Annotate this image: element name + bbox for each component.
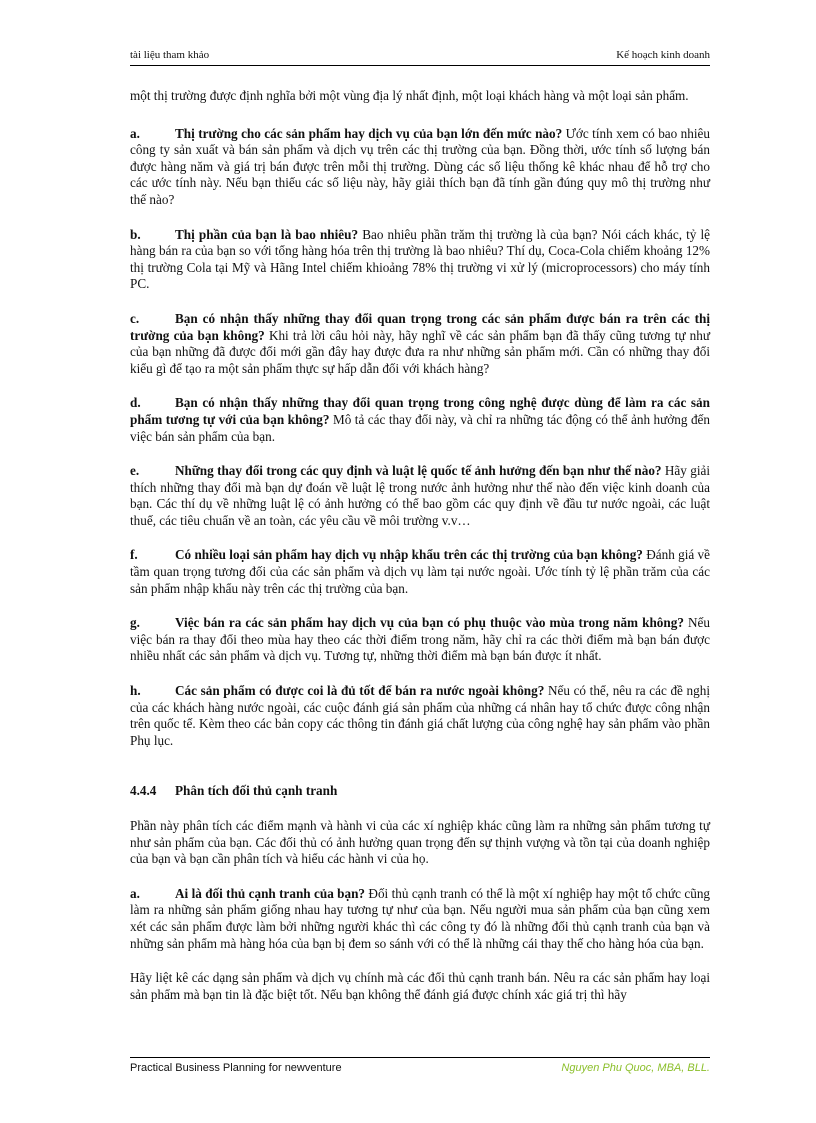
page-footer [130,1057,710,1076]
header-left-text: tài liệu tham khảo [130,49,210,61]
item-text: Nếu có thể, nêu ra các đề nghị của các khách hàng nước ngoài, các cuộc đánh giá sản phẩm của những cá nhân hay tổ chức được công nhận trên quốc tế. Kèm theo các bản copy các thông tin đánh giá chất lượng của công nghệ hay sản phẩm vào phần Phụ lục. [130,683,710,748]
item-question: Bạn có nhận thấy những thay đổi quan trọng trong công nghệ được dùng để làm ra các sản phẩm tương tự với của bạn không? [130,395,710,427]
item-letter: c. [130,310,140,326]
footer-left-text: Practical Business Planning for newventure [130,1062,342,1074]
item-question: Các sản phẩm có được coi là đủ tốt để bán ra nước ngoài không? [175,683,545,699]
item-text: Hãy giải thích những thay đổi mà bạn dự đoán về luật lệ trong nước ảnh hưởng như thế nào đến việc kinh doanh của bạn. Các thí dụ về những luật lệ có ảnh hưởng có thể bao gồm các quy định về đầu tư nước ngoài, các luật thuế, các tiêu chuẩn về an toàn, các yêu cầu về môi trường v.v… [130,463,711,528]
section-number: 4.4.4 [130,783,157,799]
item-question: Bạn có nhận thấy những thay đổi quan trọng trong các sản phẩm được bán ra trên các thị trường của bạn không? [130,310,710,343]
item-question: Thị phần của bạn là bao nhiêu? [175,226,359,242]
intro-paragraph: một thị trường được định nghĩa bởi một vùng địa lý nhất định, một loại khách hàng và một loại sản phẩm. [130,88,689,103]
page-header [130,49,710,66]
item-text: Khi trả lời câu hỏi này, hãy nghĩ về các sản phẩm bạn đã thấy cũng tương tự như của bạn những đã được đổi mới gần đây hay được đưa ra như những sản phẩm mới. Cần có những thay đổi kiểu gì để tạo ra một sản phẩm thực sự hấp dẫn đối với khách hàng? [130,327,711,376]
item-letter: b. [130,226,141,242]
item-letter: a. [130,885,140,901]
item-text: Mô tả các thay đổi này, và chỉ ra những tác động có thể ảnh hưởng đến việc bán sản phẩm của bạn. [130,411,710,444]
list-item [130,463,710,529]
section-heading [130,783,710,800]
closing-paragraph: Hãy liệt kê các dạng sản phẩm và dịch vụ chính mà các đối thủ cạnh tranh bán. Nêu ra các sản phẩm hay loại sản phẩm mà bạn tin là đặc biệt tốt. Nếu bạn không thể đánh giá được chính xác giá trị thì hãy [130,970,710,1002]
list-item [130,126,710,209]
list-item [130,886,710,952]
list-item [130,615,710,665]
item-question: Có nhiều loại sản phẩm hay dịch vụ nhập khẩu trên các thị trường của bạn không? [175,547,643,563]
item-text: Đánh giá về tầm quan trọng tương đối của các sản phẩm và dịch vụ làm tại nước ngoài. Ước tính tỷ lệ phần trăm của các sản phẩm nhập khẩu này trên các thị trường của bạn. [130,547,710,596]
section-title: Phân tích đối thủ cạnh tranh [175,783,338,799]
list-item [130,395,710,445]
item-text: Ước tính xem có bao nhiêu công ty sản xuất và bán sản phẩm và dịch vụ trên các thị trường của bạn. Đồng thời, ước tính số lượng bán được hàng năm và giá trị bán được trên mỗi thị trường. Dùng các số liệu thống kê khác nhau để hỗ trợ cho các ước tính này. Nếu bạn thiếu các số liệu này, hãy giải thích bạn đã tính gần đúng quy mô thị trường như thế nào? [130,125,710,207]
item-text: Nếu việc bán ra thay đổi theo mùa hay theo các thời điểm trong năm, hãy chỉ ra các thời điểm mà bạn bán được nhiều nhất các sản phẩm và dịch vụ. Tương tự, những thời điểm mà bạn bán được ít nhất. [130,615,710,664]
list-item [130,683,710,749]
item-question: Thị trường cho các sản phẩm hay dịch vụ của bạn lớn đến mức nào? [175,125,563,141]
item-letter: h. [130,683,141,699]
list-item [130,311,710,377]
document-body [130,88,710,1021]
list-item [130,547,710,597]
header-right-text: Kế hoạch kinh doanh [616,49,710,61]
item-letter: d. [130,395,141,411]
item-letter: a. [130,125,140,141]
item-letter: e. [130,463,140,479]
item-text: Bao nhiêu phần trăm thị trường là của bạn? Nói cách khác, tỷ lệ hàng bán ra của bạn so với tổng hàng hóa trên thị trường là bao nhiêu? Thí dụ, Coca-Cola chiếm khoảng 12% thị trường Cola tại Mỹ và Hãng Intel chiếm khioảng 78% thị trường vi xử lý (microprocessors) cho máy tính PC. [130,226,711,292]
item-question: Những thay đổi trong các quy định và luật lệ quốc tế ảnh hưởng đến bạn như thế nào? [175,463,662,479]
section-intro-paragraph: Phần này phân tích các điểm mạnh và hành vi của các xí nghiệp khác cũng làm ra những sản phẩm tương tự như sản phẩm của bạn. Các đối thủ có ảnh hưởng quan trọng đến sự thịnh vượng và tồn tại của doanh nghiệp của bạn và bạn cần phân tích và hiểu các hành vi của họ. [130,818,710,867]
item-text: Đối thủ cạnh tranh có thể là một xí nghiệp hay một tổ chức cũng làm ra những sản phẩm giống nhau hay tương tự như của bạn. Nếu người mua sản phẩm của bạn cũng xem xét các sản phẩm được làm bởi những người khác thì các công ty đó là những đối thủ cạnh tranh của bạn và những sản phẩm mà hàng hóa của bạn bị đem so sánh với có thể là những cái thay thế cho hàng hóa của bạn. [130,885,711,951]
item-letter: g. [130,615,140,631]
item-question: Ai là đối thủ cạnh tranh của bạn? [175,885,366,901]
footer-author-text: Nguyen Phu Quoc, MBA, BLL. [561,1062,710,1074]
item-question: Việc bán ra các sản phẩm hay dịch vụ của bạn có phụ thuộc vào mùa trong năm không? [175,615,684,631]
list-item [130,227,710,293]
item-letter: f. [130,547,138,563]
